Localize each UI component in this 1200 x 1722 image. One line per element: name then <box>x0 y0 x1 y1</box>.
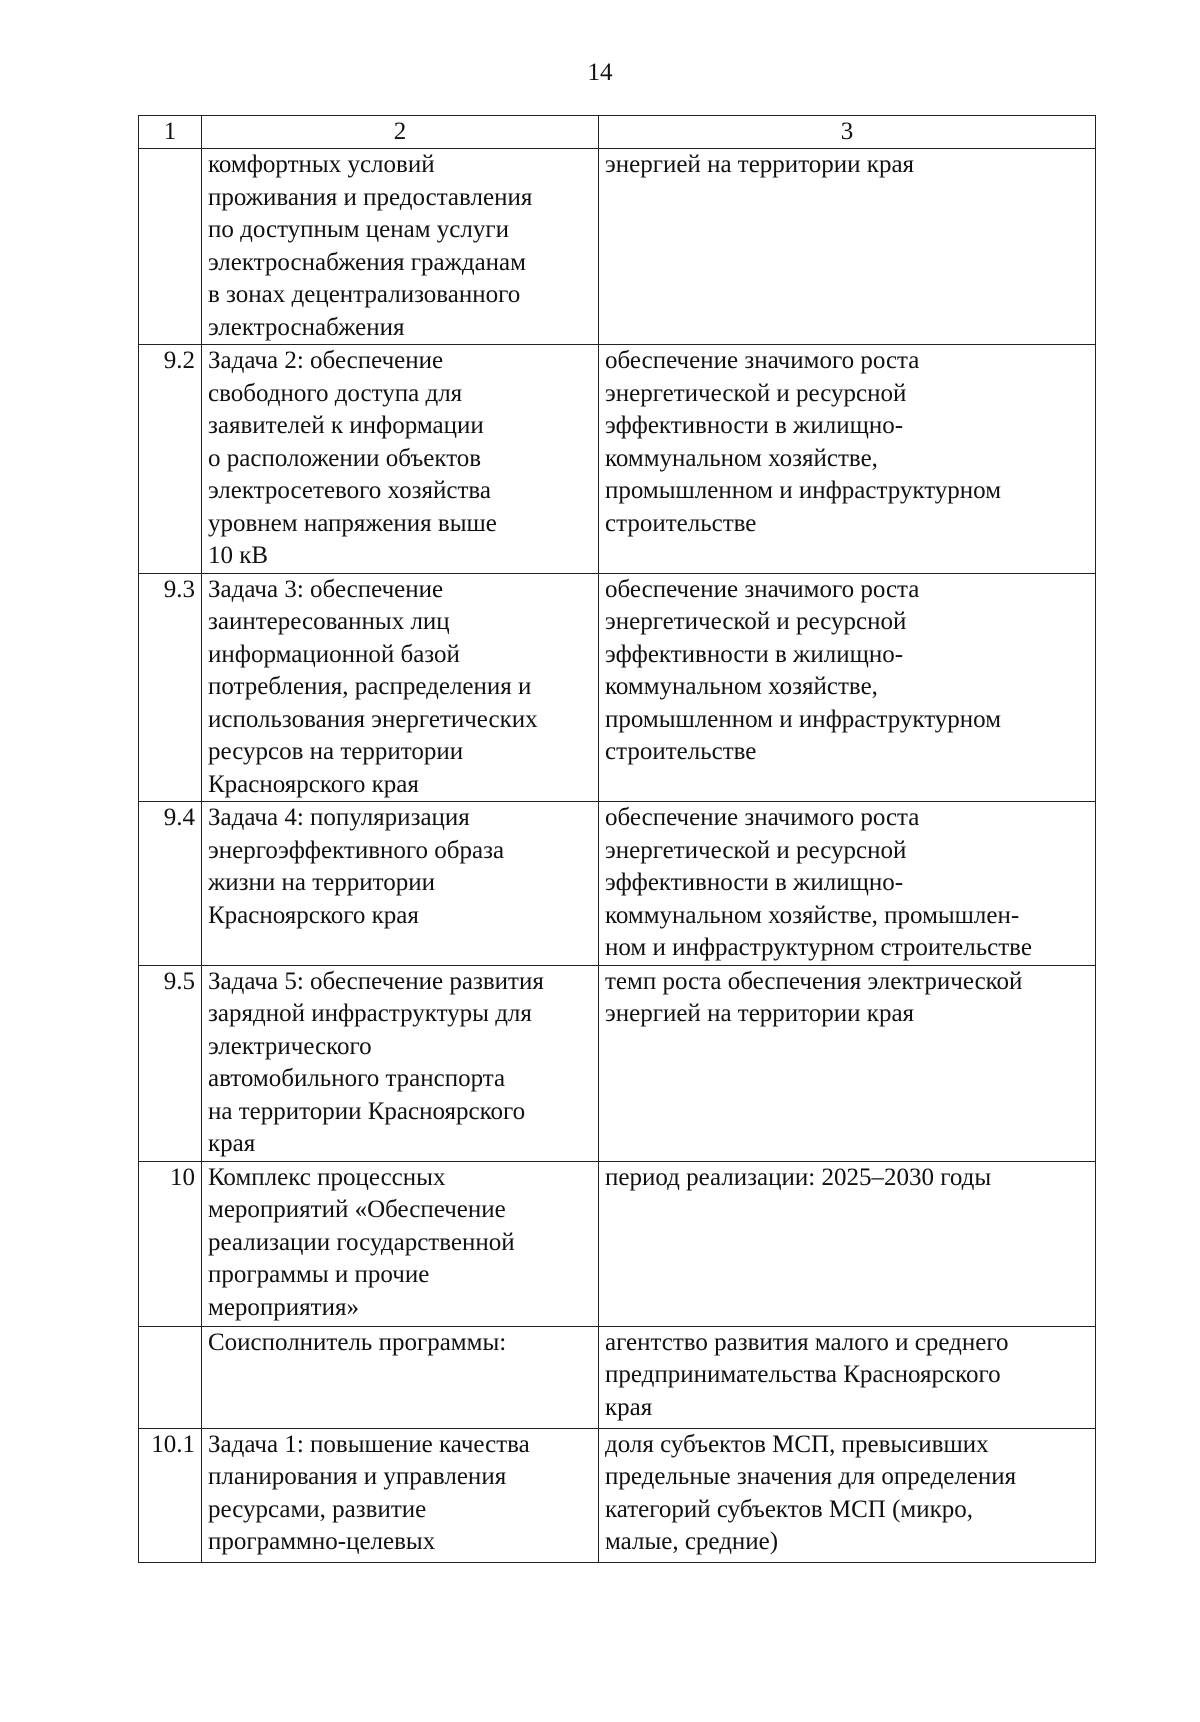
row-indicator: энергией на территории края <box>599 149 1096 345</box>
row-indicator: темп роста обеспечения электрической энергией на территории края <box>599 965 1096 1161</box>
row-task: Задача 4: популяризация энергоэффективного образа жизни на территории Красноярского края <box>202 802 599 966</box>
row-indicator: доля субъектов МСП, превысивших предельные значения для определения категорий субъектов МСП (микро, малые, средние) <box>599 1428 1096 1562</box>
row-number: 9.4 <box>139 802 202 966</box>
column-header-3: 3 <box>599 116 1096 149</box>
row-number: 10 <box>139 1161 202 1326</box>
row-task: Комплекс процессных мероприятий «Обеспечение реализации государственной программы и прочие мероприятия» <box>202 1161 599 1326</box>
row-indicator: обеспечение значимого роста энергетической и ресурсной эффективности в жилищно- коммунальном хозяйстве, промышлен- ном и инфраструктурном строительстве <box>599 802 1096 966</box>
row-indicator: обеспечение значимого роста энергетической и ресурсной эффективности в жилищно- коммунальном хозяйстве, промышленном и инфраструктурном строительстве <box>599 573 1096 802</box>
column-header-1: 1 <box>139 116 202 149</box>
row-indicator: период реализации: 2025–2030 годы <box>599 1161 1096 1326</box>
row-task: Задача 3: обеспечение заинтересованных лиц информационной базой потребления, распределения и использования энергетических ресурсов на территории Красноярского края <box>202 573 599 802</box>
row-number <box>139 149 202 345</box>
row-task: Задача 1: повышение качества планирования и управления ресурсами, развитие программно-целевых <box>202 1428 599 1562</box>
table-row <box>139 149 1096 345</box>
row-number: 9.5 <box>139 965 202 1161</box>
row-task: Задача 2: обеспечение свободного доступа для заявителей к информации о расположении объектов электросетевого хозяйства уровнем напряжения выше 10 кВ <box>202 345 599 574</box>
row-task: комфортных условий проживания и предоставления по доступным ценам услуги электроснабжения гражданам в зонах децентрализованного электроснабжения <box>202 149 599 345</box>
row-number: 9.3 <box>139 573 202 802</box>
page-number: 14 <box>587 59 613 86</box>
row-task: Соисполнитель программы: <box>202 1326 599 1428</box>
table-row <box>139 965 1096 1161</box>
row-task: Задача 5: обеспечение развития зарядной инфраструктуры для электрического автомобильного транспорта на территории Красноярского края <box>202 965 599 1161</box>
row-number <box>139 1326 202 1428</box>
table-row <box>139 345 1096 574</box>
table-row <box>139 802 1096 966</box>
table-header-row <box>139 116 1096 149</box>
row-indicator: обеспечение значимого роста энергетической и ресурсной эффективности в жилищно- коммунальном хозяйстве, промышленном и инфраструктурном строительстве <box>599 345 1096 574</box>
row-number: 9.2 <box>139 345 202 574</box>
table-row <box>139 1161 1096 1326</box>
program-table <box>138 115 1096 1563</box>
table-row <box>139 573 1096 802</box>
row-indicator: агентство развития малого и среднего предпринимательства Красноярского края <box>599 1326 1096 1428</box>
table-row <box>139 1326 1096 1428</box>
column-header-2: 2 <box>202 116 599 149</box>
table-row <box>139 1428 1096 1562</box>
row-number: 10.1 <box>139 1428 202 1562</box>
